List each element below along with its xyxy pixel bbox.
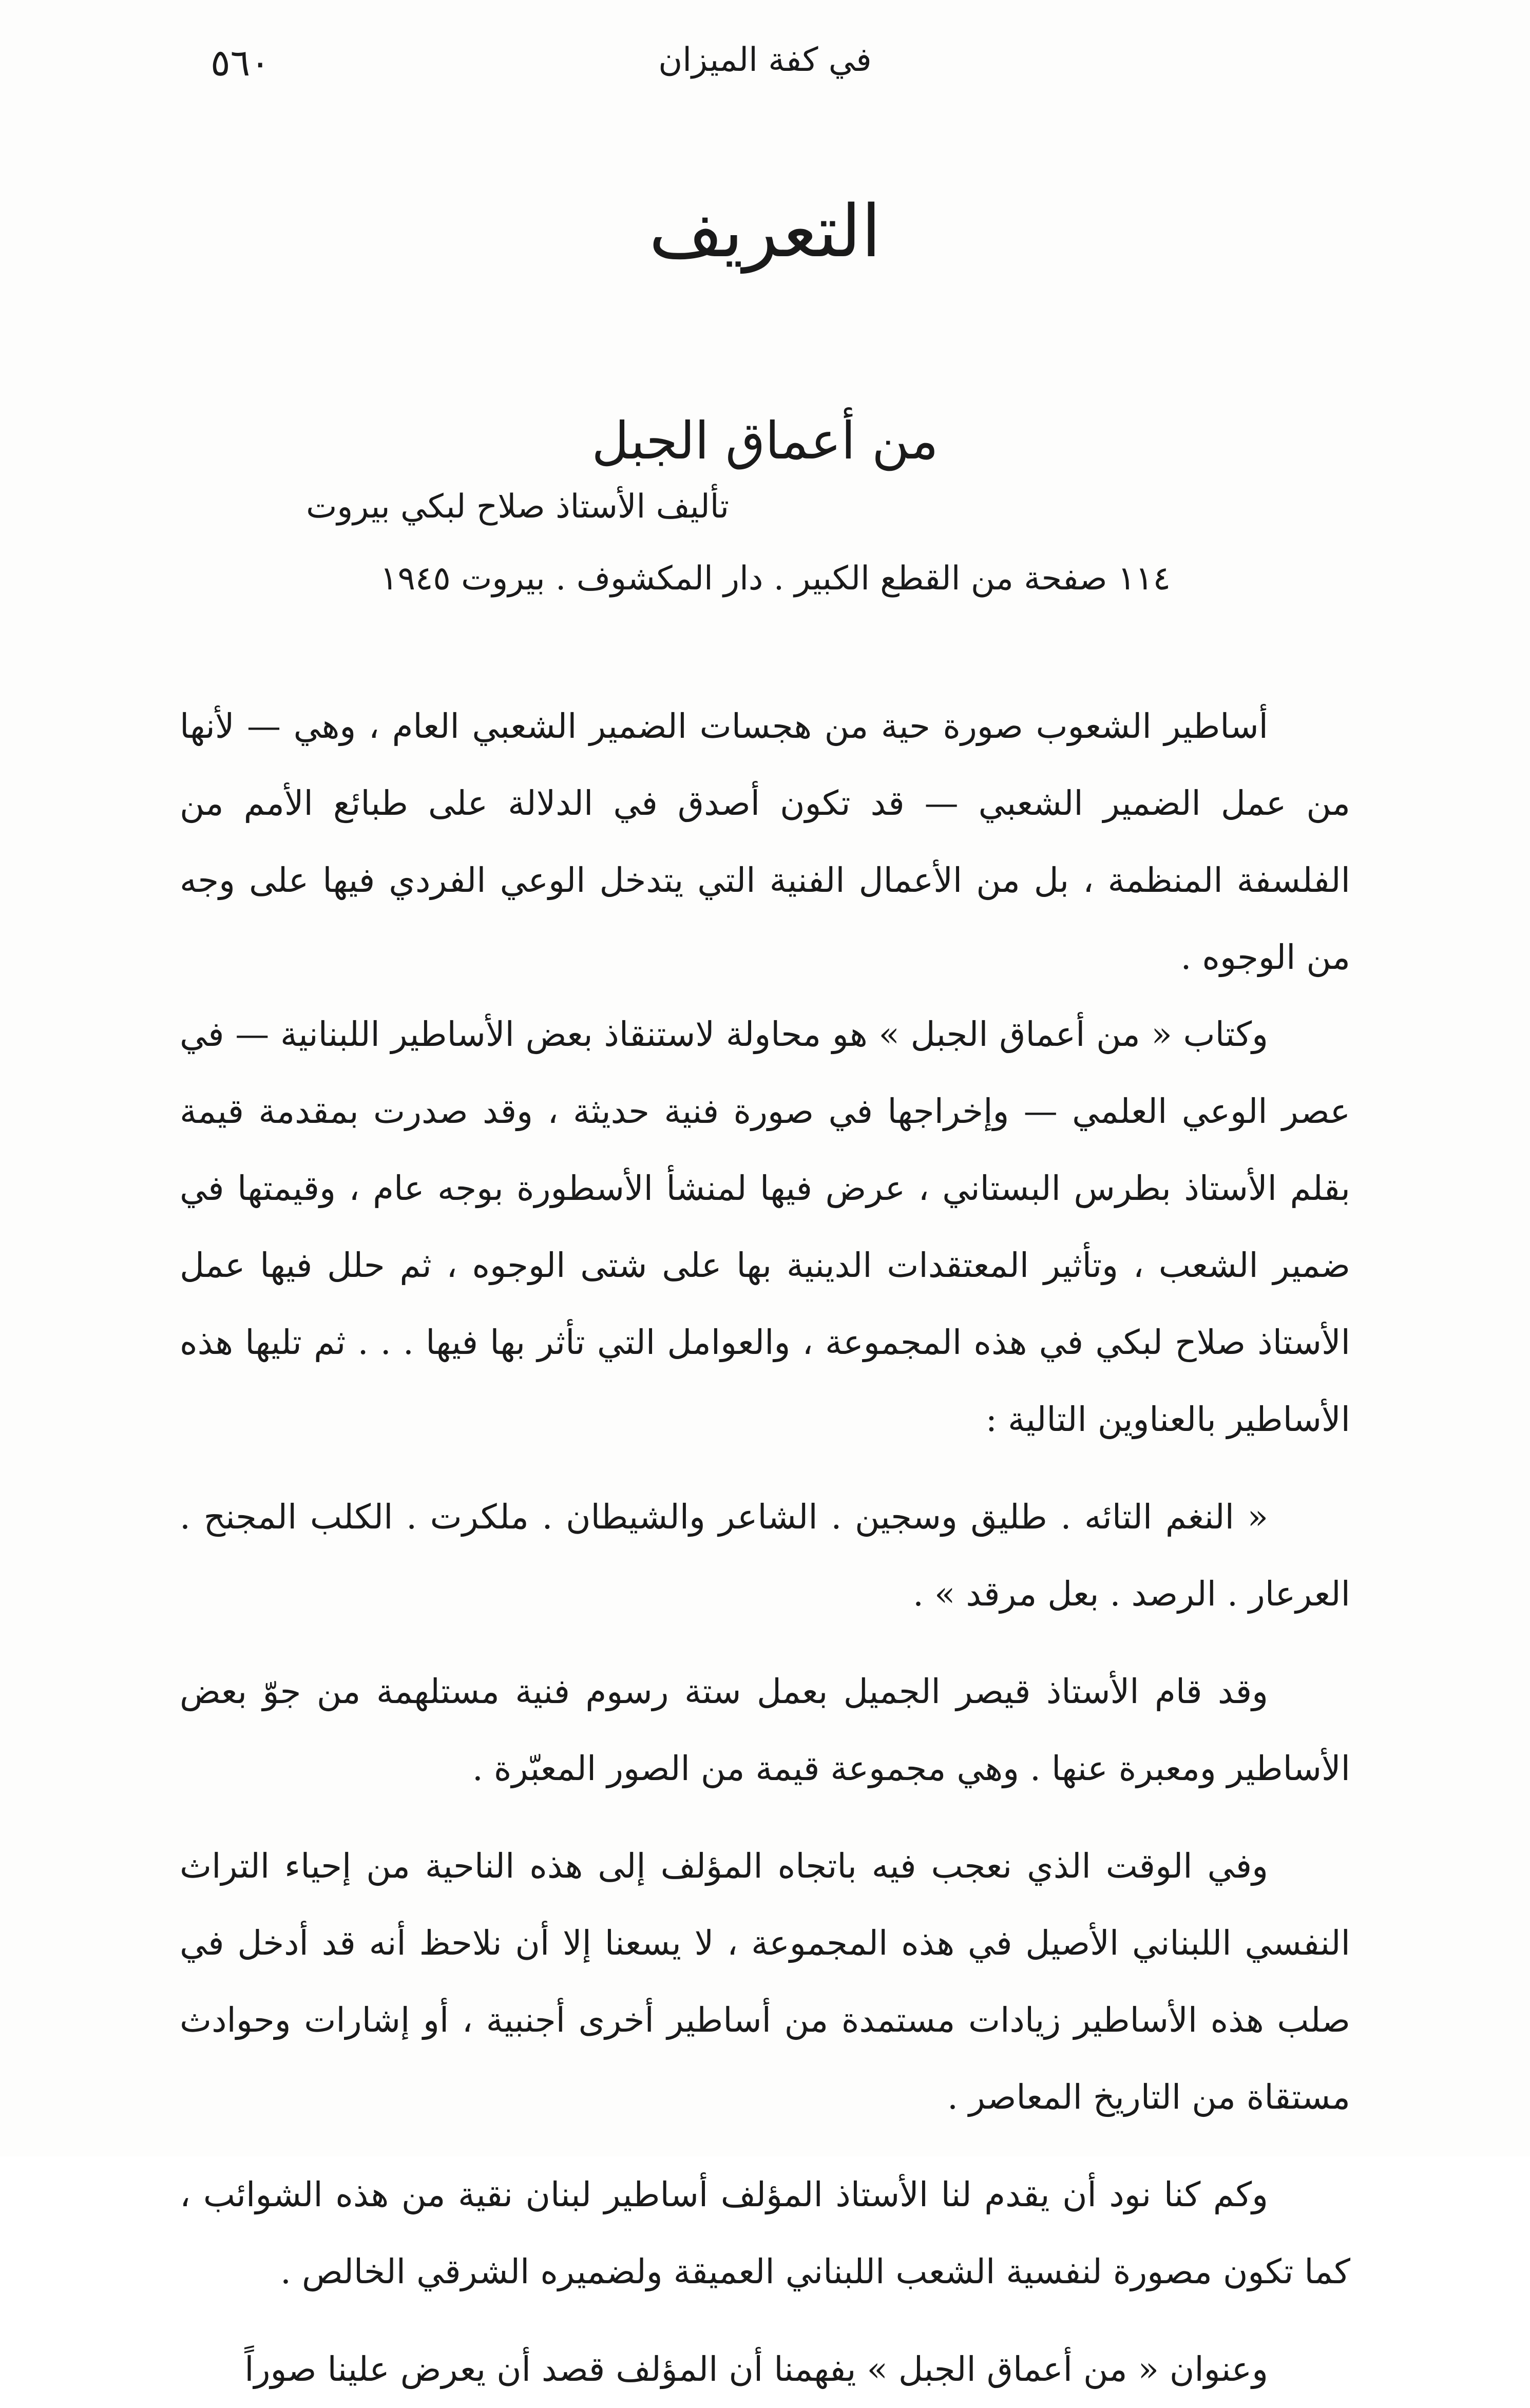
paragraph: وقد قام الأستاذ قيصر الجميل بعمل ستة رسوم فنية مستلهمة من جوّ بعض الأساطير ومعبرة عنها . وهي مجموعة قيمة من الصور المعبّرة . — [180, 1672, 1350, 1788]
book-title: من أعماق الجبل — [591, 411, 939, 471]
paragraph: وفي الوقت الذي نعجب فيه باتجاه المؤلف إلى هذه الناحية من إحياء التراث النفسي اللبناني الأصيل في هذه المجموعة ، لا يسعنا إلا أن نلاحظ أنه قد أدخل في صلب هذه الأساطير زيادات مستمدة من أساطير أخرى أجنبية ، أو إشارات وحوادث مستقاة من التاريخ المعاصر . — [180, 1846, 1350, 2117]
review-body — [180, 688, 1350, 2408]
section-title: التعريف — [648, 190, 882, 274]
paragraph: « النغم التائه . طليق وسجين . الشاعر والشيطان . ملكرت . الكلب المجنح . العرعار . الرصد . بعل مرقد » . — [180, 1497, 1350, 1614]
paragraph: وكم كنا نود أن يقدم لنا الأستاذ المؤلف أساطير لبنان نقية من هذه الشوائب ، كما تكون مصورة لنفسية الشعب اللبناني العميقة ولضميره الشرقي الخالص . — [180, 2175, 1350, 2291]
paragraph: وكتاب « من أعماق الجبل » هو محاولة لاستنقاذ بعض الأساطير اللبنانية — في عصر الوعي العلمي — وإخراجها في صورة فنية حديثة ، وقد صدرت بمقدمة قيمة بقلم الأستاذ بطرس البستاني ، عرض فيها لمنشأ الأسطورة بوجه عام ، وقيمتها في ضمير الشعب ، وتأثير المعتقدات الدينية بها على شتى الوجوه ، ثم حلل فيها عمل الأستاذ صلاح لبكي في هذه المجموعة ، والعوامل التي تأثر بها فيها . . . ثم تليها هذه الأساطير بالعناوين التالية : — [180, 1015, 1350, 1439]
book-publication-details: ١١٤ صفحة من القطع الكبير . دار المكشوف . بيروت ١٩٤٥ — [380, 560, 1171, 598]
paragraph: أساطير الشعوب صورة حية من هجسات الضمير الشعبي العام ، وهي — لأنها من عمل الضمير الشعبي — قد تكون أصدق في الدلالة على طبائع الأمم من الفلسفة المنظمة ، بل من الأعمال الفنية التي يتدخل الوعي الفردي فيها على وجه من الوجوه . — [180, 706, 1350, 977]
running-title: في كفة الميزان — [658, 41, 872, 79]
book-author-line: تأليف الأستاذ صلاح لبكي بيروت — [306, 488, 729, 526]
running-header — [180, 36, 1350, 98]
page-number: ٥٦٠ — [211, 41, 271, 84]
paragraph: وعنوان « من أعماق الجبل » يفهمنا أن المؤلف قصد أن يعرض علينا صوراً — [244, 2349, 1268, 2389]
